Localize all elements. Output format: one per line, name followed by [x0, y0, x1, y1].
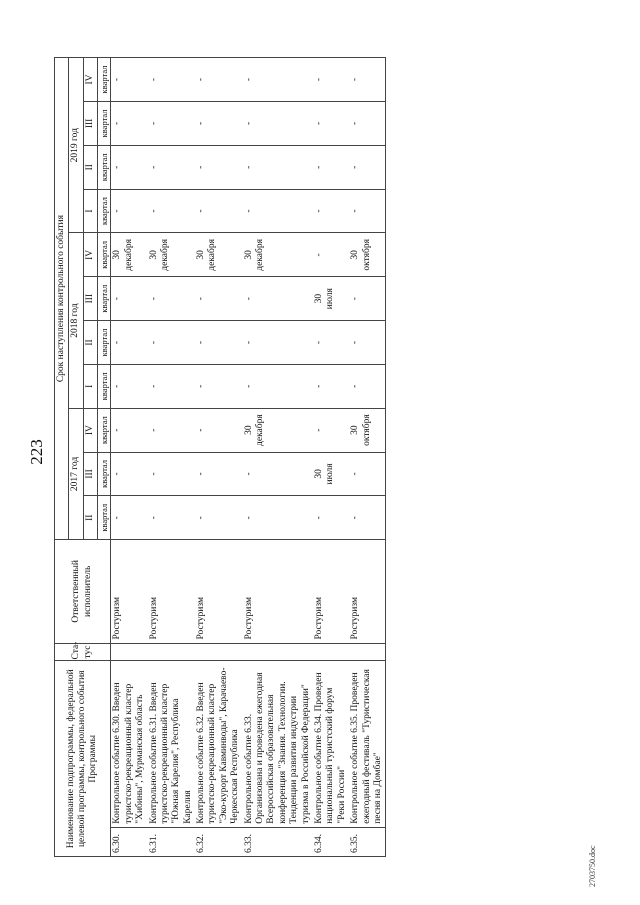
quarter-day: 30 [314, 469, 324, 479]
quarter-day: - [112, 516, 123, 520]
quarter-day: - [314, 384, 324, 388]
header-quarter-word: квартал [98, 496, 111, 540]
quarter-month: декабря [207, 239, 218, 271]
quarter-day: 30 [350, 425, 361, 435]
event-number: 6.32. [195, 827, 243, 856]
header-quarter-word: квартал [98, 102, 111, 146]
quarter-cell [349, 58, 386, 102]
quarter-day: - [314, 428, 324, 432]
quarter-cell [313, 233, 349, 277]
quarter-cell [148, 189, 196, 233]
quarter-cell [313, 189, 349, 233]
quarter-month: декабря [123, 239, 134, 271]
quarter-cell [313, 58, 349, 102]
quarter-cell [111, 277, 148, 321]
quarter-day: - [243, 384, 254, 388]
quarter-cell [243, 189, 313, 233]
quarter-cell [349, 102, 386, 146]
header-name-cell: Наименование подпрограммы, федеральной целевой программы, контрольного события Программы [55, 661, 111, 857]
quarter-cell [349, 452, 386, 496]
table-row [111, 58, 148, 857]
header-quarter-word: квартал [98, 452, 111, 496]
header-quarter-2019-2: II [83, 145, 97, 189]
quarter-day: - [243, 165, 254, 169]
quarter-day: 30 [350, 250, 361, 260]
quarter-cell [349, 233, 386, 277]
quarter-cell [148, 321, 196, 365]
event-responsible: Ростуризм [195, 540, 243, 643]
quarter-cell [243, 364, 313, 408]
event-status [111, 643, 148, 661]
quarter-cell [111, 233, 148, 277]
event-number: 6.30. [111, 827, 148, 856]
header-year-2019: 2019 год [69, 58, 83, 233]
quarter-cell [349, 496, 386, 540]
quarter-day: - [196, 428, 207, 432]
quarter-cell [243, 145, 313, 189]
table-row [195, 58, 243, 857]
quarter-cell [195, 58, 243, 102]
quarter-day: 30 [148, 250, 159, 260]
control-events-table [54, 57, 386, 857]
header-quarter-2019-3: III [83, 102, 97, 146]
quarter-day: - [243, 472, 254, 476]
quarter-day: - [196, 472, 207, 476]
event-responsible: Ростуризм [148, 540, 196, 643]
header-year-2018: 2018 год [69, 233, 83, 408]
table-row [313, 58, 349, 857]
quarter-month: октября [361, 239, 372, 271]
event-name: Контрольное событие 6.35. Проведен ежегодный фестиваль "Туристическая песня на Домбае" [349, 661, 386, 827]
quarter-cell [195, 408, 243, 452]
quarter-cell [195, 364, 243, 408]
quarter-day: - [350, 516, 361, 520]
quarter-cell [313, 277, 349, 321]
table-row [243, 58, 313, 857]
table-body [111, 58, 386, 857]
quarter-day: - [196, 384, 207, 388]
quarter-day: - [243, 297, 254, 301]
quarter-cell [195, 277, 243, 321]
header-quarter-word: квартал [98, 277, 111, 321]
quarter-cell [148, 408, 196, 452]
quarter-day: - [112, 472, 123, 476]
quarter-cell [313, 408, 349, 452]
quarter-cell [195, 145, 243, 189]
quarter-cell [148, 233, 196, 277]
quarter-day: - [314, 77, 324, 82]
quarter-cell [349, 277, 386, 321]
quarter-day: - [112, 340, 123, 345]
quarter-month: декабря [255, 414, 266, 446]
header-quarter-2017-1: II [83, 496, 97, 540]
header-status-cell: Ста-тус [55, 643, 111, 661]
header-quarter-2018-2: II [83, 321, 97, 365]
quarter-cell [243, 102, 313, 146]
quarter-cell [148, 496, 196, 540]
quarter-day: - [243, 121, 254, 126]
quarter-cell [313, 364, 349, 408]
event-name: Контрольное событие 6.31. Введен туристско-рекреационный кластер "Южная Карелия", Республика Карелия [148, 661, 196, 827]
quarter-cell [349, 408, 386, 452]
quarter-day: 30 [243, 425, 254, 435]
quarter-cell [243, 496, 313, 540]
event-name: Контрольное событие 6.34. Проведен национальный туристский форум "Реки России" [313, 661, 349, 827]
quarter-day: - [350, 165, 361, 169]
event-responsible: Ростуризм [313, 540, 349, 643]
quarter-day: - [314, 165, 324, 169]
quarter-day: - [314, 209, 324, 213]
quarter-day: - [314, 340, 324, 345]
event-name: Контрольное событие 6.33. Организована и проведена ежегодная Всероссийская образовательная конференция "Знания. Технологии. Тенденции развития индустрии туризма в Российской Федерации" [243, 661, 313, 827]
header-quarter-word: квартал [98, 233, 111, 277]
event-status [148, 643, 196, 661]
quarter-cell [111, 408, 148, 452]
quarter-cell [243, 277, 313, 321]
quarter-day: - [148, 77, 159, 82]
quarter-cell [195, 496, 243, 540]
quarter-cell [148, 145, 196, 189]
event-status [195, 643, 243, 661]
quarter-cell [111, 364, 148, 408]
header-quarter-2018-4: IV [83, 233, 97, 277]
quarter-cell [111, 102, 148, 146]
quarter-day: - [112, 77, 123, 82]
quarter-cell [195, 189, 243, 233]
quarter-day: 30 [196, 250, 207, 260]
quarter-day: - [112, 121, 123, 126]
quarter-cell [313, 321, 349, 365]
quarter-day: - [243, 209, 254, 213]
quarter-month: октября [361, 414, 372, 446]
document-id: 2703750.doc [588, 845, 597, 887]
header-year-2017: 2017 год [69, 408, 83, 539]
quarter-cell [111, 496, 148, 540]
quarter-day: - [196, 121, 207, 126]
quarter-cell [243, 58, 313, 102]
quarter-day: 30 [243, 250, 254, 260]
header-quarter-word: квартал [98, 364, 111, 408]
quarter-cell [243, 233, 313, 277]
quarter-cell [195, 452, 243, 496]
quarter-cell [243, 408, 313, 452]
quarter-cell [349, 189, 386, 233]
event-status [349, 643, 386, 661]
quarter-cell [111, 145, 148, 189]
quarter-day: - [148, 428, 159, 432]
quarter-cell [313, 496, 349, 540]
quarter-cell [111, 321, 148, 365]
quarter-cell [195, 102, 243, 146]
quarter-day: - [350, 384, 361, 388]
quarter-cell [111, 189, 148, 233]
quarter-day: - [350, 297, 361, 301]
quarter-day: - [196, 77, 207, 82]
event-number: 6.35. [349, 827, 386, 856]
quarter-cell [349, 364, 386, 408]
header-quarter-2017-3: IV [83, 408, 97, 452]
quarter-day: - [148, 297, 159, 301]
quarter-day: - [314, 516, 324, 520]
event-responsible: Ростуризм [349, 540, 386, 643]
quarter-cell [313, 452, 349, 496]
quarter-cell [349, 321, 386, 365]
quarter-month: декабря [255, 239, 266, 271]
quarter-cell [313, 145, 349, 189]
header-responsible-cell: Ответственный исполнитель [55, 540, 111, 643]
quarter-day: - [243, 77, 254, 82]
quarter-cell [148, 452, 196, 496]
quarter-day: - [350, 121, 361, 126]
quarter-cell [195, 233, 243, 277]
table-row [148, 58, 196, 857]
quarter-day: - [350, 340, 361, 345]
quarter-day: - [112, 165, 123, 169]
quarter-day: - [243, 516, 254, 520]
event-responsible: Ростуризм [111, 540, 148, 643]
quarter-cell [243, 452, 313, 496]
quarter-day: - [112, 297, 123, 301]
quarter-cell [148, 277, 196, 321]
quarter-cell [313, 102, 349, 146]
quarter-day: - [148, 209, 159, 213]
event-number: 6.34. [313, 827, 349, 856]
quarter-day: - [148, 516, 159, 520]
event-responsible: Ростуризм [243, 540, 313, 643]
header-quarter-2018-3: III [83, 277, 97, 321]
table-row [349, 58, 386, 857]
event-number: 6.31. [148, 827, 196, 856]
event-status [313, 643, 349, 661]
quarter-day: - [314, 121, 324, 126]
quarter-cell [148, 58, 196, 102]
quarter-day: - [112, 384, 123, 388]
quarter-cell [111, 452, 148, 496]
quarter-day: - [243, 340, 254, 345]
quarter-day: - [148, 340, 159, 345]
quarter-day: 30 [314, 293, 324, 304]
event-status [243, 643, 313, 661]
header-quarter-2019-1: I [83, 189, 97, 233]
header-quarter-2018-1: I [83, 364, 97, 408]
quarter-day: - [196, 340, 207, 345]
quarter-day: - [112, 209, 123, 213]
header-deadline-cell: Срок наступления контрольного события [55, 58, 69, 540]
header-quarter-2019-4: IV [83, 58, 97, 102]
quarter-day: - [350, 77, 361, 82]
header-quarter-word: квартал [98, 145, 111, 189]
event-name: Контрольное событие 6.30. Введен туристско-рекреационный кластер "Хибины", Мурманская область [111, 661, 148, 827]
quarter-cell [195, 321, 243, 365]
quarter-day: - [196, 165, 207, 169]
quarter-day: - [350, 472, 361, 476]
quarter-cell [148, 364, 196, 408]
quarter-day: - [148, 472, 159, 476]
event-name: Контрольное событие 6.32. Введен туристско-рекреационный кластер "Эко-курорт Кавминводы", Карачаево-Черкесская Республика [195, 661, 243, 827]
quarter-cell [243, 321, 313, 365]
quarter-day: - [148, 165, 159, 169]
quarter-cell [148, 102, 196, 146]
quarter-cell [349, 145, 386, 189]
quarter-day: - [112, 428, 123, 432]
header-quarter-word: квартал [98, 189, 111, 233]
quarter-day: 30 [112, 250, 123, 260]
quarter-month: июля [325, 463, 336, 485]
quarter-day: - [196, 209, 207, 213]
quarter-day: - [196, 297, 207, 301]
quarter-cell [111, 58, 148, 102]
quarter-month: июля [325, 288, 336, 310]
header-quarter-word: квартал [98, 321, 111, 365]
quarter-day: - [148, 121, 159, 126]
event-number: 6.33. [243, 827, 313, 856]
quarter-day: - [314, 253, 324, 257]
header-quarter-2017-2: III [83, 452, 97, 496]
quarter-day: - [350, 209, 361, 213]
header-quarter-word: квартал [98, 408, 111, 452]
page-number: 223 [27, 439, 46, 465]
quarter-month: декабря [159, 239, 170, 271]
header-quarter-word: квартал [98, 58, 111, 102]
quarter-day: - [148, 384, 159, 388]
rotated-sheet [22, 17, 608, 887]
quarter-day: - [196, 516, 207, 520]
